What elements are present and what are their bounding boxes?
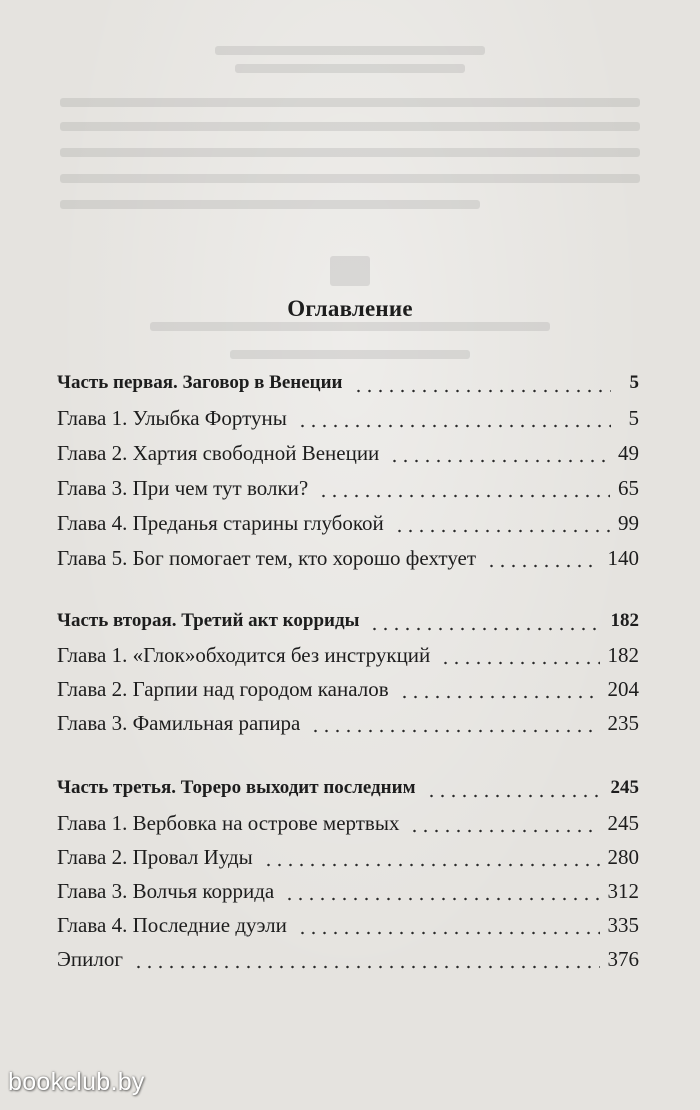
dot-leader <box>369 624 602 634</box>
toc-entry[interactable] <box>57 541 639 575</box>
dot-leader <box>440 658 599 668</box>
dot-leader <box>394 526 610 536</box>
toc-page-number: 280 <box>607 845 639 869</box>
toc-page-number: 204 <box>607 677 639 701</box>
toc-entry-title: Эпилог <box>57 947 123 971</box>
toc-entry-title: Глава 3. Фамильная рапира <box>57 711 301 735</box>
toc-entry[interactable] <box>57 672 639 706</box>
toc-entry[interactable] <box>57 874 639 908</box>
toc-page-number: 312 <box>607 879 639 903</box>
page-title: Оглавление <box>287 296 413 321</box>
toc-entry[interactable] <box>57 638 639 672</box>
toc-entry-title: Глава 1. Вербовка на острове мертвых <box>57 811 400 835</box>
toc-entry-title: Глава 3. При чем тут волки? <box>57 476 309 500</box>
toc-part-title: Часть третья. Тореро выходит последним <box>57 777 416 798</box>
toc-entry-epilogue[interactable] <box>57 942 639 976</box>
toc-part-3[interactable] <box>57 771 639 805</box>
toc-page-number: 182 <box>610 610 639 631</box>
dot-leader <box>409 826 599 836</box>
toc-entry-title: Глава 4. Преданья старины глубокой <box>57 511 384 535</box>
dot-leader <box>297 421 611 431</box>
toc-page-number: 5 <box>629 372 639 393</box>
bleed-through-text <box>0 0 700 300</box>
toc-entry-title: Глава 4. Последние дуэли <box>57 913 287 937</box>
toc-entry-title: Глава 5. Бог помогает тем, кто хорошо фехтует <box>57 546 477 570</box>
toc-page-number: 99 <box>618 511 639 535</box>
toc-page-number: 49 <box>618 441 639 465</box>
toc-entry-title: Глава 3. Волчья коррида <box>57 879 275 903</box>
toc-page-number: 245 <box>610 777 639 798</box>
toc-part-2[interactable] <box>57 604 639 638</box>
toc-page-number: 376 <box>607 947 639 971</box>
toc-part-title: Часть вторая. Третий акт корриды <box>57 610 360 631</box>
dot-leader <box>133 962 600 972</box>
toc-part-1[interactable] <box>57 366 639 400</box>
toc-page-number: 65 <box>618 476 639 500</box>
dot-leader <box>353 386 612 396</box>
toc-page-number: 335 <box>607 913 639 937</box>
dot-leader <box>399 692 600 702</box>
toc-entry[interactable] <box>57 506 639 540</box>
dot-leader <box>389 456 610 466</box>
toc-entry[interactable] <box>57 706 639 740</box>
toc-part-title: Часть первая. Заговор в Венеции <box>57 372 343 393</box>
toc-page-number: 182 <box>607 643 639 667</box>
toc-page-number: 140 <box>607 546 639 570</box>
toc-page-number: 5 <box>628 406 639 430</box>
dot-leader <box>426 791 603 801</box>
dot-leader <box>318 491 610 501</box>
dot-leader <box>310 726 599 736</box>
toc-entry[interactable] <box>57 840 639 874</box>
toc-entry[interactable] <box>57 908 639 942</box>
toc-page-number: 235 <box>607 711 639 735</box>
toc-page-number: 245 <box>607 811 639 835</box>
toc-entry[interactable] <box>57 436 639 470</box>
dot-leader <box>284 894 599 904</box>
dot-leader <box>486 561 599 571</box>
toc-entry-title: Глава 1. Улыбка Фортуны <box>57 406 287 430</box>
toc-entry[interactable] <box>57 471 639 505</box>
dot-leader <box>263 860 600 870</box>
dot-leader <box>297 928 600 938</box>
toc-entry[interactable] <box>57 806 639 840</box>
toc-entry[interactable] <box>57 401 639 435</box>
toc-entry-title: Глава 2. Провал Иуды <box>57 845 253 869</box>
toc-entry-title: Глава 2. Гарпии над городом каналов <box>57 677 389 701</box>
site-watermark: bookclub.by <box>8 1068 145 1096</box>
toc-entry-title: Глава 1. «Глок»обходится без инструкций <box>57 643 431 667</box>
toc-entry-title: Глава 2. Хартия свободной Венеции <box>57 441 380 465</box>
